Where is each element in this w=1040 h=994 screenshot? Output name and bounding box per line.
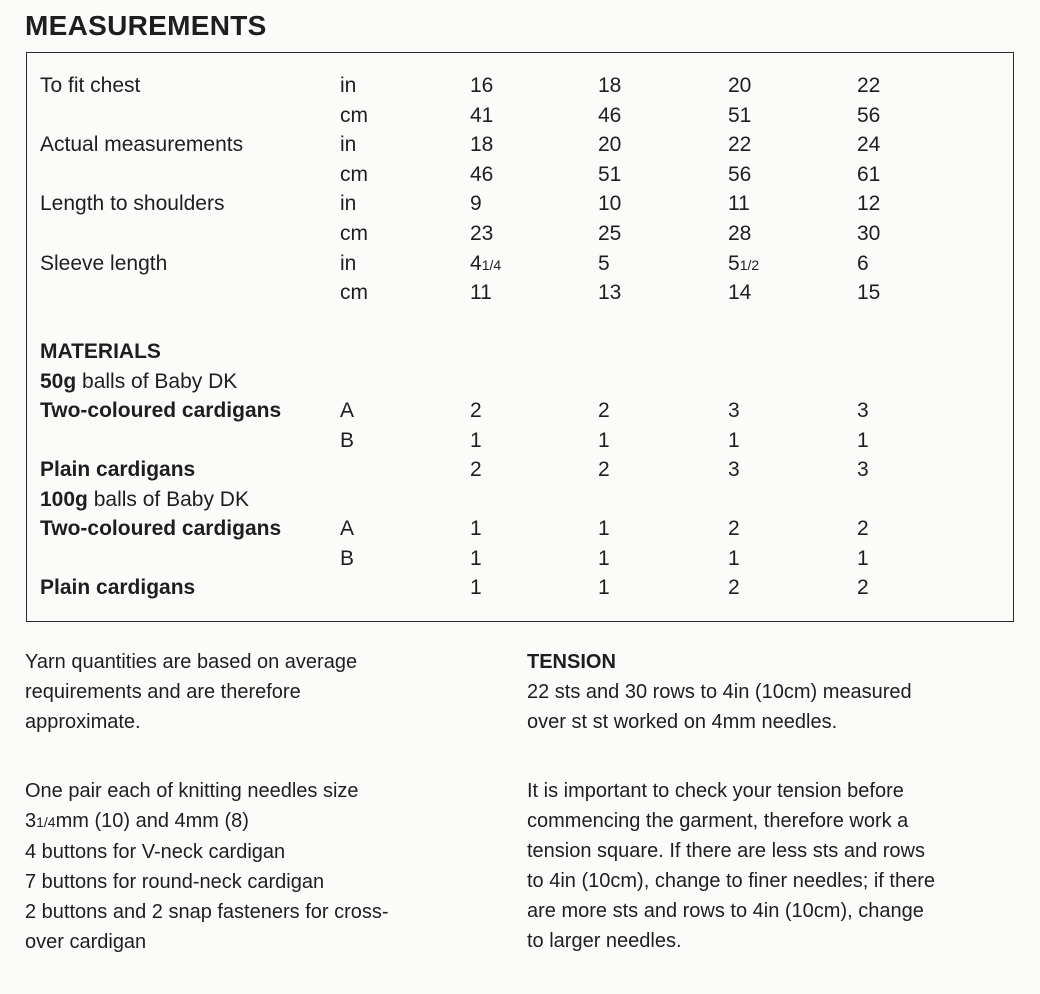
value: 3 (728, 399, 740, 422)
text-line: approximate. (25, 711, 141, 733)
table-row (27, 189, 1013, 219)
value: 5 (598, 252, 610, 275)
text-line: Yarn quantities are based on average (25, 651, 358, 673)
ball-desc: balls of Baby DK (87, 488, 249, 511)
value: 14 (728, 281, 752, 304)
value: 2 (470, 399, 482, 422)
value: 18 (470, 133, 494, 156)
value: 9 (470, 192, 482, 215)
tension-heading: TENSION (527, 651, 616, 673)
text-line: are more sts and rows to 4in (10cm), change (527, 900, 924, 922)
value: 6 (857, 252, 869, 275)
row-label: Actual measurements (40, 133, 244, 156)
value (470, 249, 501, 280)
value: 1 (598, 429, 610, 452)
row-unit: B (340, 429, 355, 452)
table-row (27, 130, 1013, 160)
table-row (27, 160, 1013, 190)
value: 1 (470, 576, 482, 599)
value: 24 (857, 133, 881, 156)
materials-heading: MATERIALS (40, 340, 161, 363)
ball-weight: 50g (40, 370, 77, 393)
value: 1 (857, 547, 869, 570)
value: 61 (857, 163, 881, 186)
value: 22 (857, 74, 881, 97)
value: 1 (598, 547, 610, 570)
text-line: tension square. If there are less sts and rows (527, 840, 925, 862)
value: 3 (857, 458, 869, 481)
value: 1 (728, 429, 740, 452)
value: 2 (470, 458, 482, 481)
value: 10 (598, 192, 622, 215)
row-unit: B (340, 547, 355, 570)
value: 30 (857, 222, 881, 245)
text-line (25, 806, 495, 837)
text-line: 7 buttons for round-neck cardigan (25, 871, 325, 893)
table-row (27, 249, 1013, 279)
text-line: 4 buttons for V-neck cardigan (25, 841, 286, 863)
ball-type-row (27, 485, 1013, 515)
row-label: Plain cardigans (40, 458, 196, 481)
value: 20 (598, 133, 622, 156)
value: 41 (470, 104, 494, 127)
value: 2 (598, 399, 610, 422)
value: 1 (470, 517, 482, 540)
text-line: over cardigan (25, 931, 147, 953)
text-line: 2 buttons and 2 snap fasteners for cross- (25, 901, 389, 923)
text-line: over st st worked on 4mm needles. (527, 711, 838, 733)
text-line: to 4in (10cm), change to finer needles; if there (527, 870, 936, 892)
text-line: commencing the garment, therefore work a (527, 810, 909, 832)
text-line: One pair each of knitting needles size (25, 780, 359, 802)
value (728, 249, 759, 280)
table-row (27, 71, 1013, 101)
value: 1 (857, 429, 869, 452)
row-unit: in (340, 192, 357, 215)
value: 20 (728, 74, 752, 97)
value: 1 (598, 576, 610, 599)
row-unit: A (340, 399, 355, 422)
ball-weight: 100g (40, 488, 88, 511)
value-whole: 4 (470, 252, 482, 275)
value: 51 (728, 104, 752, 127)
row-unit: cm (340, 163, 368, 186)
value: 15 (857, 281, 881, 304)
needle-size-rest: mm (10) and 4mm (8) (55, 810, 249, 832)
value: 12 (857, 192, 881, 215)
row-label: Two-coloured cardigans (40, 399, 282, 422)
row-label: Length to shoulders (40, 192, 225, 215)
page-title: MEASUREMENTS (25, 10, 267, 41)
table-row (27, 514, 1013, 544)
text-line: 22 sts and 30 rows to 4in (10cm) measured (527, 681, 912, 703)
row-unit: cm (340, 104, 368, 127)
materials-heading-row (27, 337, 1013, 367)
table-row (27, 396, 1013, 426)
table-row (27, 573, 1013, 603)
row-unit: in (340, 252, 357, 275)
table-row (27, 455, 1013, 485)
value-fraction: 1/4 (481, 257, 502, 273)
row-label: Plain cardigans (40, 576, 196, 599)
text-line: to larger needles. (527, 930, 682, 952)
row-unit: cm (340, 222, 368, 245)
row-label: To fit chest (40, 74, 141, 97)
value: 28 (728, 222, 752, 245)
value: 1 (598, 517, 610, 540)
text-line: requirements and are therefore (25, 681, 301, 703)
value: 23 (470, 222, 494, 245)
tension-check-note (527, 776, 997, 956)
table-row (27, 278, 1013, 308)
value: 56 (728, 163, 752, 186)
value-whole: 5 (728, 252, 740, 275)
row-unit: in (340, 74, 357, 97)
tension-section (527, 647, 997, 737)
measurements-table (26, 52, 1014, 622)
table-row (27, 544, 1013, 574)
ball-desc: balls of Baby DK (76, 370, 238, 393)
value: 3 (857, 399, 869, 422)
value: 46 (598, 104, 622, 127)
value: 2 (598, 458, 610, 481)
value: 1 (728, 547, 740, 570)
value: 18 (598, 74, 622, 97)
ball-type-100g (40, 485, 249, 515)
value: 11 (470, 281, 492, 304)
value: 11 (728, 192, 750, 215)
table-row (27, 219, 1013, 249)
value: 1 (470, 547, 482, 570)
table-row (27, 426, 1013, 456)
needles-note (25, 776, 495, 957)
value: 46 (470, 163, 494, 186)
ball-type-row (27, 367, 1013, 397)
value: 25 (598, 222, 622, 245)
value: 3 (728, 458, 740, 481)
value: 16 (470, 74, 494, 97)
value: 2 (857, 517, 869, 540)
text-line: It is important to check your tension before (527, 780, 904, 802)
value: 13 (598, 281, 622, 304)
value: 51 (598, 163, 622, 186)
needle-size-whole: 3 (25, 810, 37, 832)
value-fraction: 1/2 (739, 257, 760, 273)
value: 2 (857, 576, 869, 599)
row-label: Two-coloured cardigans (40, 517, 282, 540)
row-unit: cm (340, 281, 368, 304)
value: 1 (470, 429, 482, 452)
ball-type-50g (40, 367, 237, 397)
yarn-note (25, 647, 495, 737)
row-unit: in (340, 133, 357, 156)
row-unit: A (340, 517, 355, 540)
value: 2 (728, 517, 740, 540)
needle-size-fraction: 1/4 (36, 814, 56, 830)
value: 22 (728, 133, 752, 156)
value: 56 (857, 104, 881, 127)
row-label: Sleeve length (40, 252, 168, 275)
value: 2 (728, 576, 740, 599)
table-row (27, 101, 1013, 131)
